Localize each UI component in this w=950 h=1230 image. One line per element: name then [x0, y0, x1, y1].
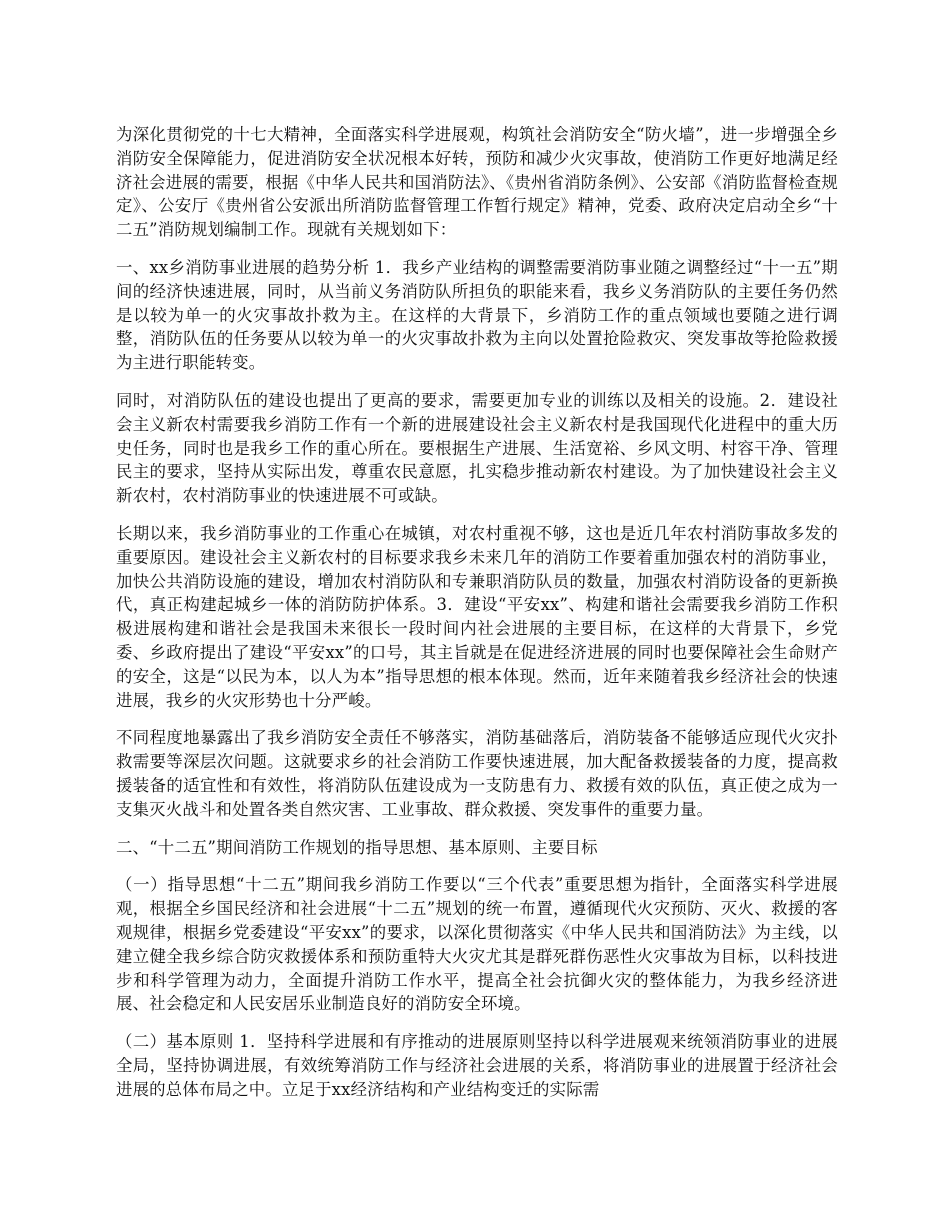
section-heading-2: 二、“十二五”期间消防工作规划的指导思想、基本原则、主要目标 [116, 837, 598, 857]
paragraph-intro: 为深化贯彻党的十七大精神，全面落实科学进展观，构筑社会消防安全“防火墙”，进一步增强全乡消防安全保障能力，促进消防安全状况根本好转，预防和减少火灾事故，使消防工作更好地满足经济社会进展的需要，根据《中华人民共和国消防法》、《贵州省消防条例》、公安部《消防监督检查规定》、公安厅《贵州省公安派出所消防监督管理工作暂行规定》精神，党委、政府决定启动全乡“十二五”消防规划编制工作。现就有关规划如下： [116, 125, 838, 240]
paragraph-section-1-trend-analysis: 一、xx乡消防事业进展的趋势分析 1．我乡产业结构的调整需要消防事业随之调整经过“十一五”期间的经济快速进展，同时，从当前义务消防队所担负的职能来看，我乡义务消防队的主要任务仍然是以较为单一的火灾事故扑救为主。在这样的大背景下，乡消防工作的重点领域也要随之进行调整，消防队伍的任务要从以较为单一的火灾事故扑救为主向以处置抢险救灾、突发事故等抢险救援为主进行职能转变。 [116, 257, 838, 373]
paragraph-rural-fire-safety: 长期以来，我乡消防事业的工作重心在城镇，对农村重视不够，这也是近几年农村消防事故多发的重要原因。建设社会主义新农村的目标要求我乡未来几年的消防工作要着重加强农村的消防事业，加快公共消防设施的建设，增加农村消防队和专兼职消防队员的数量，加强农村消防设备的更新换代，真正构建起城乡一体的消防防护体系。3．建设“平安xx”、构建和谐社会需要我乡消防工作积极进展构建和谐社会是我国未来很长一段时间内社会进展的主要目标，在这样的大背景下，乡党委、乡政府提出了建设“平安xx”的口号，其主旨就是在促进经济进展的同时也要保障社会生命财产的安全，这是“以民为本，以人为本”指导思想的根本体现。然而，近年来随着我乡经济社会的快速进展，我乡的火灾形势也十分严峻。 [116, 523, 838, 710]
paragraph-new-countryside: 同时，对消防队伍的建设也提出了更高的要求，需要更加专业的训练以及相关的设施。2．建设社会主义新农村需要我乡消防工作有一个新的进展建设社会主义新农村是我国现代化进程中的重大历史任务，同时也是我乡工作的重心所在。要根据生产进展、生活宽裕、乡风文明、村容干净、管理民主的要求，坚持从实际出发，尊重农民意愿，扎实稳步推动新农村建设。为了加快建设社会主义新农村，农村消防事业的快速进展不可或缺。 [116, 390, 838, 506]
document-body [116, 123, 838, 1115]
paragraph-basic-principles: （二）基本原则 1．坚持科学进展和有序推动的进展原则坚持以科学进展观来统领消防事业的进展全局，坚持协调进展，有效统筹消防工作与经济社会进展的关系，将消防事业的进展置于经济社会进展的总体布局之中。立足于xx经济结构和产业结构变迁的实际需 [116, 1032, 838, 1099]
paragraph-guiding-ideology: （一）指导思想“十二五”期间我乡消防工作要以“三个代表”重要思想为指针，全面落实科学进展观，根据全乡国民经济和社会进展“十二五”规划的统一布置，遵循现代火灾预防、灭火、救援的客观规律，根据乡党委建设“平安xx”的要求，以深化贯彻落实《中华人民共和国消防法》为主线，以建立健全我乡综合防灾救援体系和预防重特大火灾尤其是群死群伤恶性火灾事故为目标，以科技进步和科学管理为动力，全面提升消防工作水平，提高全社会抗御火灾的整体能力，为我乡经济进展、社会稳定和人民安居乐业制造良好的消防安全环境。 [116, 875, 838, 1014]
paragraph-problems: 不同程度地暴露出了我乡消防安全责任不够落实，消防基础落后，消防装备不能够适应现代火灾扑救需要等深层次问题。这就要求乡的社会消防工作要快速进展，加大配备救援装备的力度，提高救援装备的适宜性和有效性，将消防队伍建设成为一支防患有力、救援有效的队伍，真正使之成为一支集灭火战斗和处置各类自然灾害、工业事故、群众救援、突发事件的重要力量。 [116, 728, 838, 819]
